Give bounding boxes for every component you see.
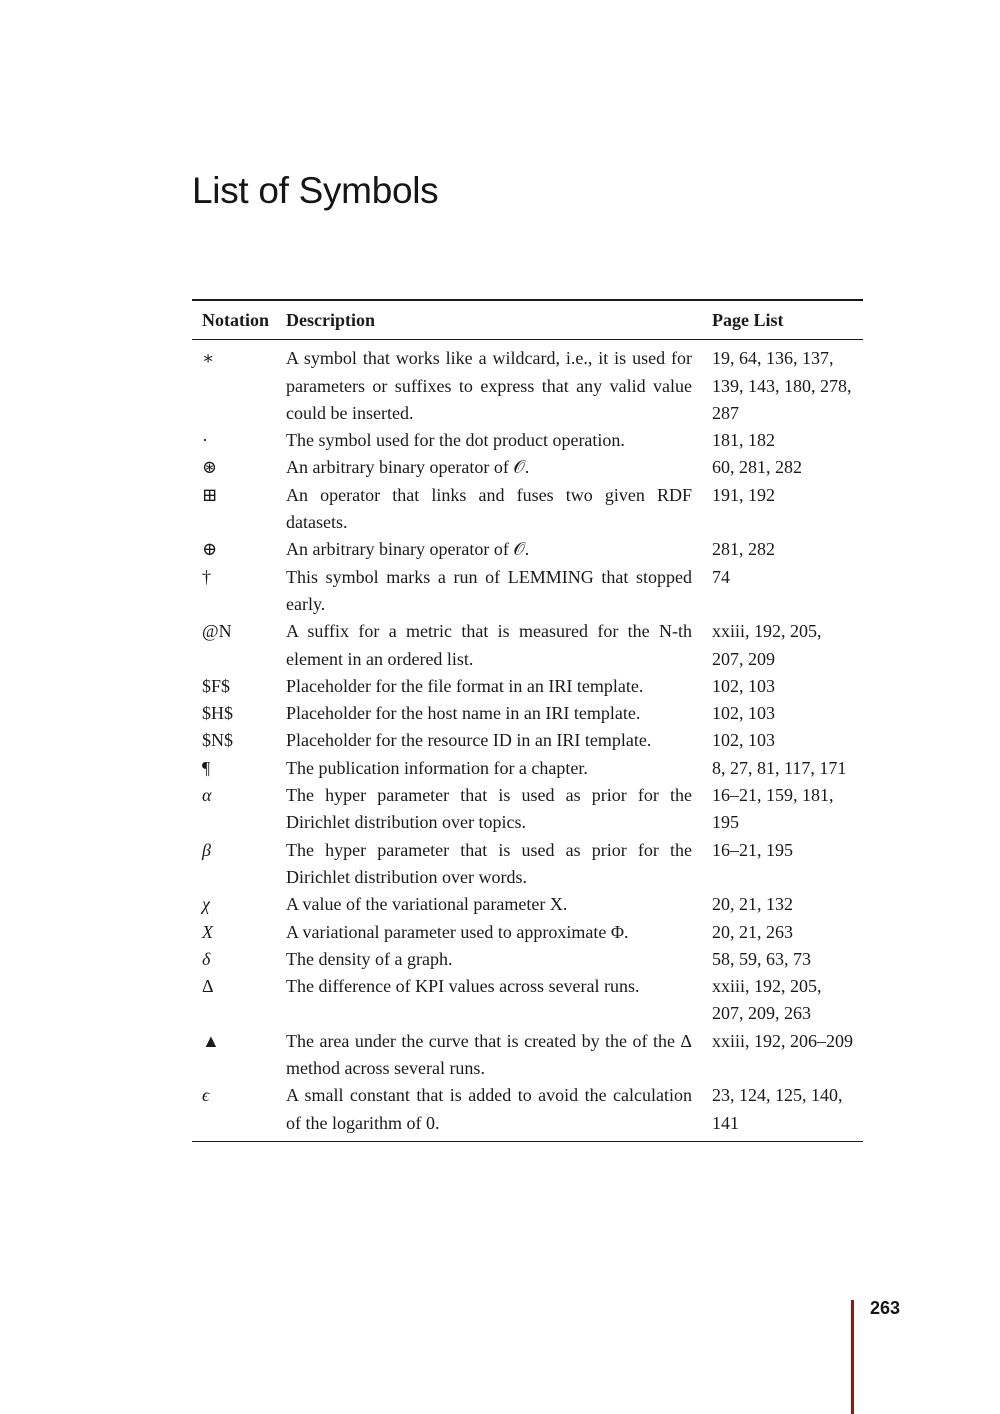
table-row	[192, 536, 863, 563]
page-edge-marker	[851, 1300, 854, 1414]
table-row	[192, 919, 863, 946]
table-row	[192, 973, 863, 1028]
symbol-description: A value of the variational parameter X.	[286, 894, 568, 915]
table-row	[192, 1082, 863, 1141]
symbol-pages: 19, 64, 136, 137, 139, 143, 180, 278, 287	[712, 348, 852, 423]
symbol-notation: δ	[202, 948, 211, 969]
symbol-description: Placeholder for the host name in an IRI template.	[286, 703, 641, 724]
symbol-notation: χ	[202, 894, 210, 915]
symbol-description: The difference of KPI values across several runs.	[286, 976, 640, 997]
symbol-description: The density of a graph.	[286, 948, 453, 969]
symbol-notation: α	[202, 785, 212, 806]
symbol-description: The area under the curve that is created by the of the Δ method across several runs.	[286, 1030, 692, 1079]
symbol-description: Placeholder for the file format in an IRI template.	[286, 675, 644, 696]
symbol-pages: 16–21, 159, 181, 195	[712, 785, 834, 833]
symbol-pages: 102, 103	[712, 703, 775, 724]
header-page-list: Page List	[702, 300, 863, 340]
symbol-notation: X	[202, 921, 213, 942]
header-notation: Notation	[192, 300, 286, 340]
symbol-pages: xxiii, 192, 205, 207, 209	[712, 621, 822, 669]
symbol-notation: ϵ	[192, 1082, 286, 1141]
table-row	[192, 454, 863, 481]
symbol-pages: xxiii, 192, 206–209	[712, 1030, 854, 1051]
table-row	[192, 564, 863, 619]
symbol-description: The symbol used for the dot product operation.	[286, 430, 625, 451]
symbol-notation: $H$	[202, 703, 233, 724]
symbol-pages: 16–21, 195	[712, 839, 793, 860]
table-row	[192, 891, 863, 918]
symbol-description: Placeholder for the resource ID in an IRI template.	[286, 730, 652, 751]
symbol-notation: ·	[202, 430, 208, 451]
symbol-description: A small constant that is added to avoid the calculation of the logarithm of 0.	[286, 1082, 702, 1141]
table-row	[192, 618, 863, 673]
symbol-pages: 191, 192	[712, 484, 775, 505]
symbol-notation: ▲	[202, 1030, 220, 1051]
symbol-pages: 102, 103	[712, 730, 775, 751]
symbol-description: A symbol that works like a wildcard, i.e., it is used for parameters or suffixes to express that any valid value could be inserted.	[286, 348, 692, 423]
symbol-notation: †	[202, 566, 211, 587]
symbol-description: The hyper parameter that is used as prior for the Dirichlet distribution over topics.	[286, 785, 692, 833]
symbol-description: An operator that links and fuses two given RDF datasets.	[286, 484, 692, 533]
table-row	[192, 340, 863, 427]
table-row	[192, 427, 863, 454]
table-row	[192, 782, 863, 837]
header-description: Description	[286, 300, 702, 340]
symbol-description: The publication information for a chapter.	[286, 757, 588, 778]
symbol-notation: @N	[202, 621, 232, 642]
table-row	[192, 482, 863, 537]
symbol-notation: Δ	[202, 976, 214, 997]
symbol-description: The hyper parameter that is used as prior for the Dirichlet distribution over words.	[286, 839, 692, 887]
symbol-pages: 20, 21, 132	[712, 894, 793, 915]
table-header-row	[192, 300, 863, 340]
symbol-pages: 8, 27, 81, 117, 171	[712, 757, 847, 778]
symbol-pages: 58, 59, 63, 73	[712, 948, 811, 969]
symbol-notation: ¶	[202, 757, 211, 778]
symbol-pages: 20, 21, 263	[712, 921, 793, 942]
page-title: List of Symbols	[192, 170, 439, 211]
symbol-description: An arbitrary binary operator of 𝒪.	[286, 457, 530, 478]
symbol-description: This symbol marks a run of LEMMING that stopped early.	[286, 566, 692, 614]
table-row	[192, 755, 863, 782]
symbol-description: A variational parameter used to approximate Φ.	[286, 921, 629, 942]
symbols-table	[192, 299, 863, 1142]
table-row	[192, 700, 863, 727]
table-row	[192, 837, 863, 892]
symbol-pages: 281, 282	[712, 539, 775, 560]
symbol-notation: $N$	[202, 730, 233, 751]
symbol-pages: xxiii, 192, 205, 207, 209, 263	[712, 976, 822, 1024]
symbol-description: A suffix for a metric that is measured for the N-th element in an ordered list.	[286, 621, 692, 669]
symbol-pages: 60, 281, 282	[712, 457, 802, 478]
symbol-notation: ∗	[202, 348, 215, 369]
symbol-pages: 102, 103	[712, 675, 775, 696]
symbol-notation: β	[202, 839, 211, 860]
table-row	[192, 946, 863, 973]
table-row	[192, 727, 863, 754]
page-number: 263	[870, 1298, 901, 1318]
symbol-notation: ⊞	[202, 484, 218, 505]
table-row	[192, 1028, 863, 1083]
symbol-notation: $F$	[202, 675, 231, 696]
symbol-pages: 74	[712, 566, 730, 587]
symbol-pages: 181, 182	[712, 430, 775, 451]
symbol-pages: 23, 124, 125, 140, 141	[702, 1082, 863, 1141]
symbol-notation: ⊕	[202, 539, 218, 560]
symbol-description: An arbitrary binary operator of 𝒪.	[286, 539, 530, 560]
table-row	[192, 673, 863, 700]
symbol-notation: ⊛	[202, 457, 218, 478]
